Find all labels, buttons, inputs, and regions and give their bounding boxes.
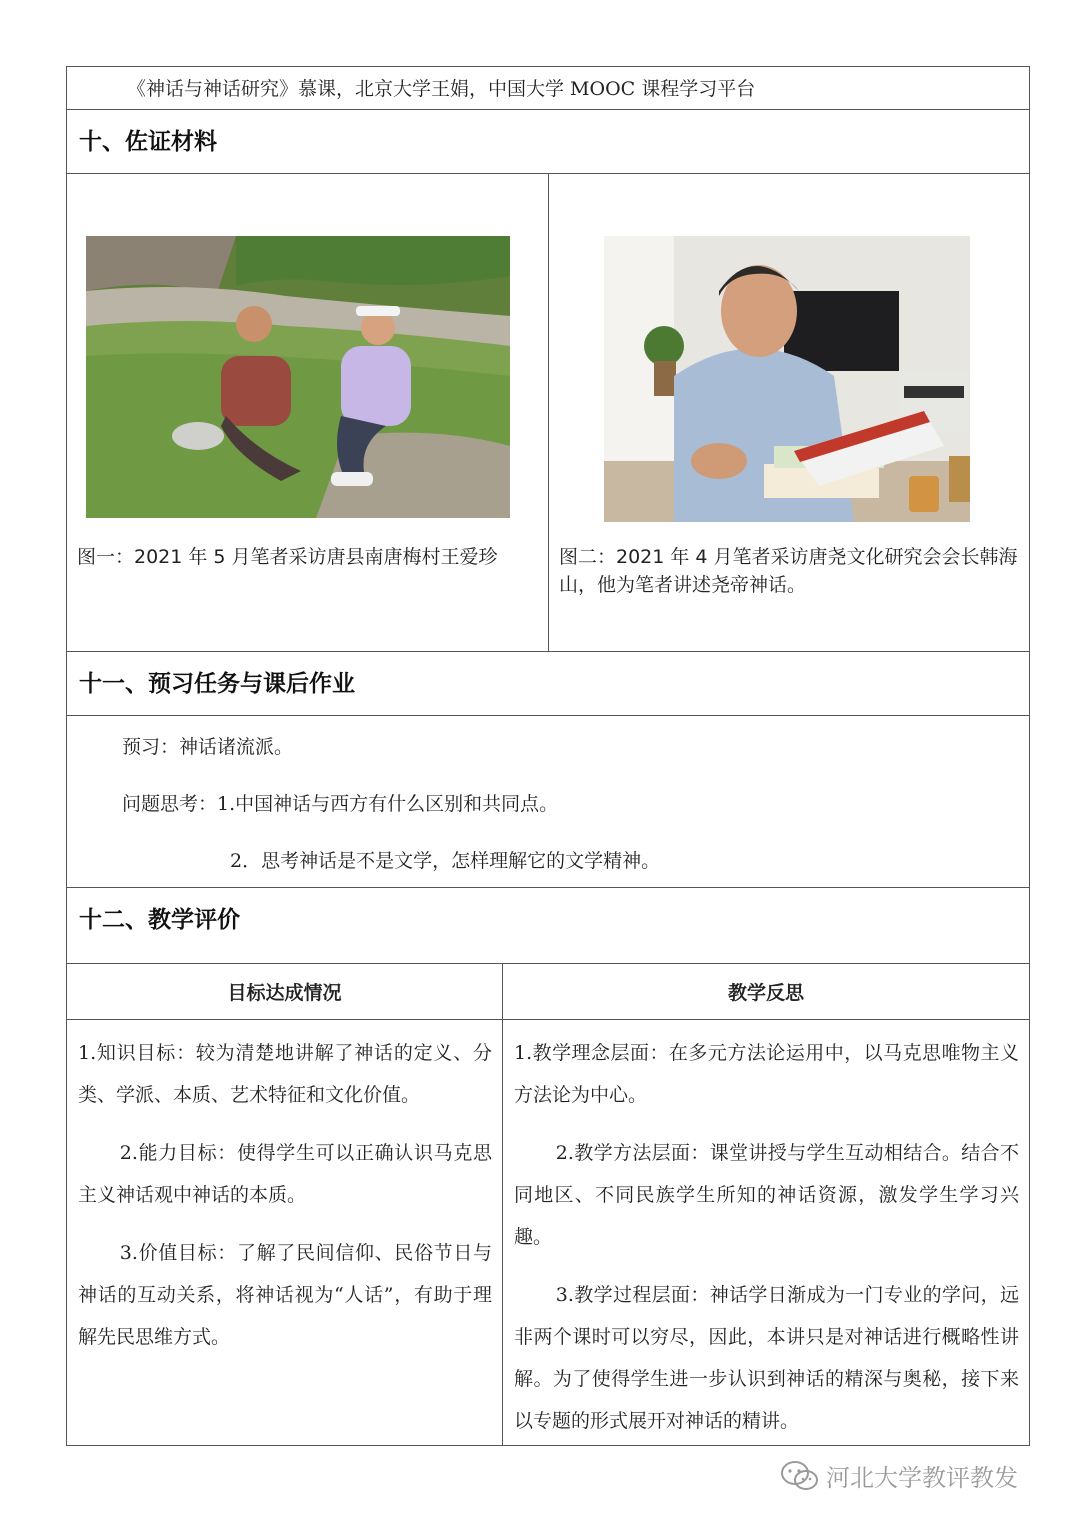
reflection-concept: 1.教学理念层面：在多元方法论运用中，以马克思唯物主义方法论为中心。 <box>514 1042 1019 1106</box>
goal-knowledge: 1.知识目标：较为清楚地讲解了神话的定义、分类、学派、本质、艺术特征和文化价值。 <box>78 1042 492 1106</box>
document-table <box>66 66 1030 1446</box>
section-11-title: 十一、预习任务与课后作业 <box>66 652 1030 716</box>
reflection-method: 2.教学方法层面：课堂讲授与学生互动相结合。结合不同地区、不同民族学生所知的神话资源，激发学生学习兴趣。 <box>514 1142 1019 1248</box>
watermark-text: 河北大学教评教发 <box>826 1464 1018 1492</box>
reflection-process: 3.教学过程层面：神话学日渐成为一门专业的学问，远非两个课时可以穷尽，因此，本讲只是对神话进行概略性讲解。为了使得学生进一步认识到神话的精深与奥秘，接下来以专题的形式展开对神话的精讲。 <box>514 1284 1019 1432</box>
photo-row <box>66 174 1030 652</box>
interview-photo-1 <box>86 236 510 518</box>
goal-value: 3.价值目标：了解了民间信仰、民俗节日与神话的互动关系，将神话视为“人话”，有助于理解先民思维方式。 <box>78 1242 492 1348</box>
reference-line: 《神话与神话研究》慕课，北京大学王娟，中国大学 MOOC 课程学习平台 <box>66 66 1030 110</box>
photo-cell-1 <box>67 174 549 651</box>
question-1: 问题思考：1.中国神话与西方有什么区别和共同点。 <box>122 793 559 815</box>
watermark <box>780 1458 1018 1493</box>
reflection-column-header: 教学反思 <box>727 982 804 1004</box>
goals-column-header: 目标达成情况 <box>67 964 503 1019</box>
photo-1-caption: 图一：2021 年 5 月笔者采访唐县南唐梅村王爱珍 <box>77 546 498 568</box>
goal-ability: 2.能力目标：使得学生可以正确认识马克思主义神话观中神话的本质。 <box>78 1142 492 1206</box>
reflection-column <box>503 1020 1029 1445</box>
wechat-icon <box>780 1460 820 1492</box>
section-10-title: 十、佐证材料 <box>66 110 1030 174</box>
goals-column <box>67 1020 503 1445</box>
evaluation-header-row <box>66 964 1030 1020</box>
preview-task: 预习：神话诸流派。 <box>122 736 294 758</box>
photo-cell-2 <box>549 174 1029 651</box>
section-12-title: 十二、教学评价 <box>66 888 1030 964</box>
interview-photo-2 <box>604 236 970 522</box>
question-2: 2．思考神话是不是文学，怎样理解它的文学精神。 <box>230 850 661 872</box>
photo-2-caption: 图二：2021 年 4 月笔者采访唐尧文化研究会会长韩海山，他为笔者讲述尧帝神话。 <box>559 546 1018 596</box>
evaluation-body-row <box>66 1020 1030 1446</box>
homework-block <box>66 716 1030 888</box>
